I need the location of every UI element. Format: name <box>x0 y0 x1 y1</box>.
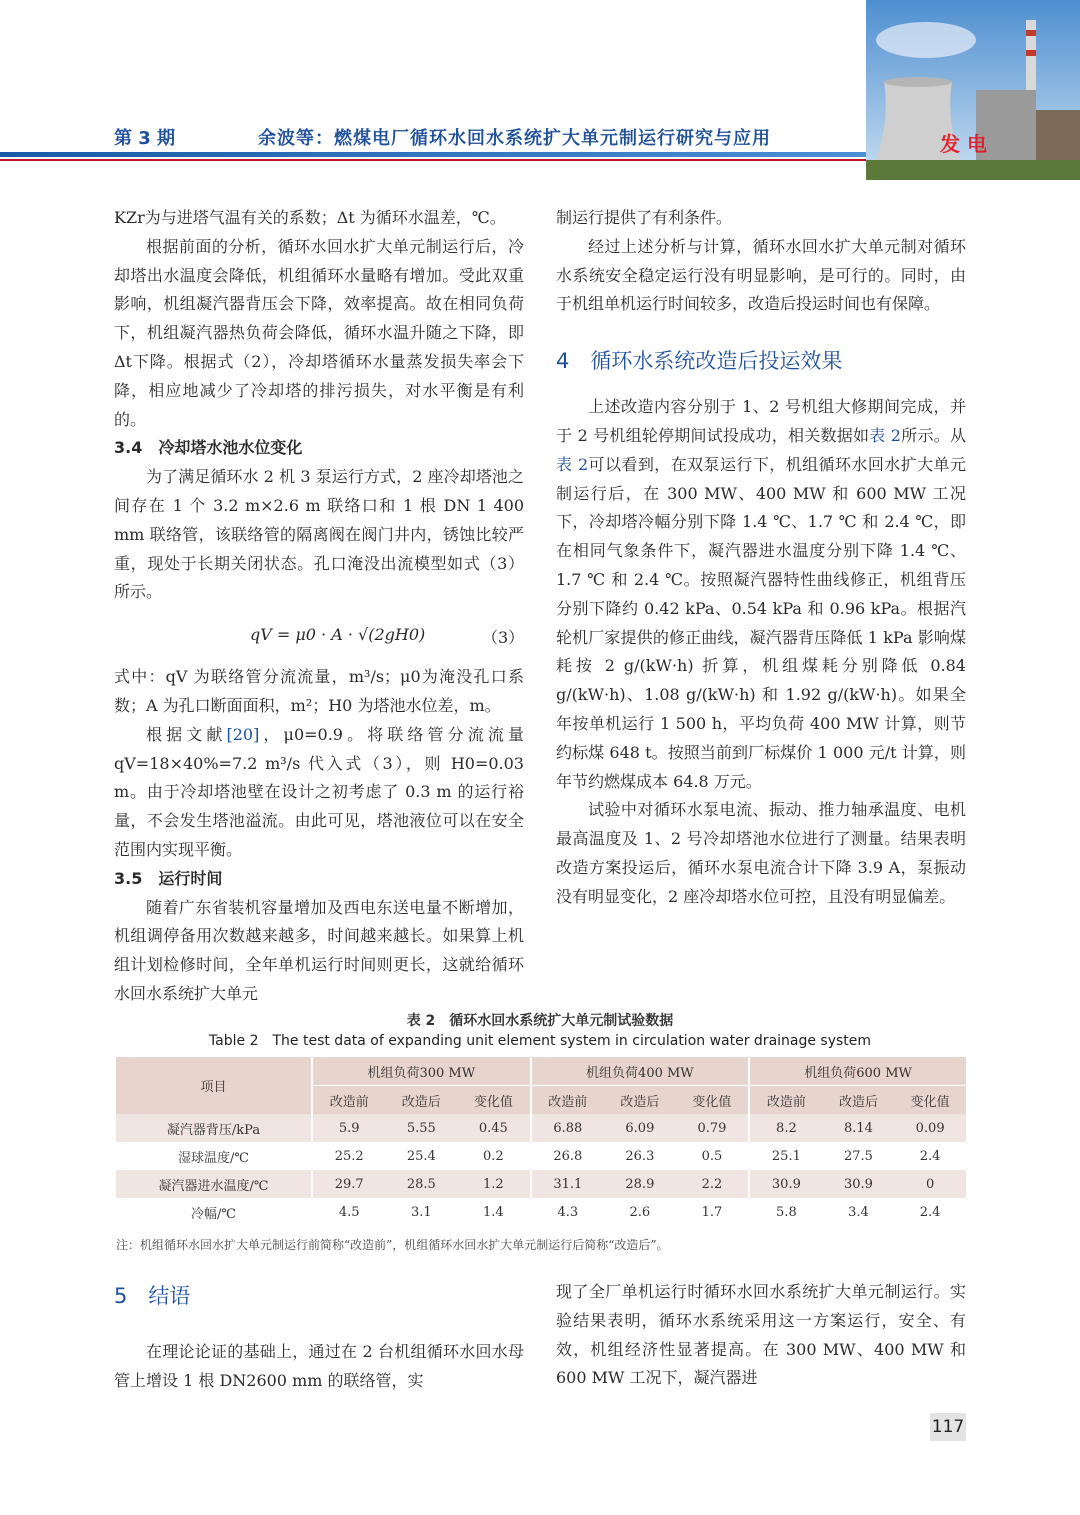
paragraph <box>114 721 524 865</box>
text-run: ，μ0=0.9。将联络管分流流量 qV=18×40%=7.2 m³/s 代入式（3），则 H0=0.03 m。由于冷却塔池壁在设计之初考虑了 0.3 m 的运行裕量，不会发生塔池溢流。由此可见，塔池液位可以在安全范围内实现平衡。 <box>114 724 524 859</box>
paragraph: 在理论论证的基础上，通过在 2 台机组循环水回水母管上增设 1 根 DN2600 mm 的联络管，实 <box>114 1342 524 1390</box>
row-label: 凝汽器进水温度/℃ <box>116 1170 312 1198</box>
table-cell: 5.8 <box>749 1198 822 1226</box>
table-caption-cn: 表 2 循环水回水系统扩大单元制试验数据 <box>406 1013 674 1029</box>
table-cell: 4.5 <box>312 1198 385 1226</box>
table-cell: 31.1 <box>531 1170 604 1198</box>
table-cell: 26.8 <box>531 1142 604 1170</box>
section-heading-3-5: 3.5 运行时间 <box>114 868 223 888</box>
paragraph <box>556 393 966 796</box>
section-heading-3-4: 3.4 冷却塔水池水位变化 <box>114 438 303 458</box>
section-heading-5: 5 结语 <box>114 1284 191 1308</box>
table-cell: 8.14 <box>823 1114 895 1142</box>
table-cell: 3.4 <box>823 1198 895 1226</box>
page-number: 117 <box>930 1413 966 1441</box>
table-cell: 5.9 <box>312 1114 385 1142</box>
table-cell: 2.4 <box>894 1198 966 1226</box>
table-subheader: 改造前 <box>531 1086 604 1115</box>
table-header-item: 项目 <box>116 1057 312 1114</box>
table-subheader: 改造前 <box>312 1086 385 1115</box>
table-cell: 6.09 <box>604 1114 676 1142</box>
text-run: 可以看到，在双泵运行下，机组循环水回水扩大单元制运行后，在 300 MW、400 MW 和 600 MW 工况下，冷却塔冷幅分别下降 1.4 ℃、1.7 ℃ 和 2.4 ℃，即在相同气象条件下，凝汽器进水温度分别下降 1.4 ℃、1.7 ℃ 和 2.4 ℃。按照凝汽器特性曲线修正，机组背压分别下降约 0.42 kPa、0.54 kPa 和 0.96 kPa。根据汽轮机厂家提供的修正曲线，凝汽器背压降低 1 kPa 影响煤耗按 2 g/(kW·h) 折算，机组煤耗分别降低 0.84 g/(kW·h)、1.08 g/(kW·h) 和 1.92 g/(kW·h)。如果全年按单机运行 1 500 h，平均负荷 400 MW 计算，则节约标煤 648 t。按照当前到厂标煤价 1 000 元/t 计算，则年节约燃煤成本 64.8 万元。 <box>556 454 966 791</box>
paragraph: KZr为与进塔气温有关的系数；Δt 为循环水温差，℃。 <box>114 208 506 227</box>
table-subheader: 改造后 <box>823 1086 895 1115</box>
table-cell: 1.7 <box>676 1198 749 1226</box>
table-cell: 29.7 <box>312 1170 385 1198</box>
table-subheader: 变化值 <box>676 1086 749 1115</box>
paragraph: 根据前面的分析，循环水回水扩大单元制运行后，冷却塔出水温度会降低，机组循环水量略有增加。受此双重影响，机组凝汽器背压会下降，效率提高。故在相同负荷下，机组凝汽器热负荷会降低，循环水温升随之下降，即Δt下降。根据式（2），冷却塔循环水量蒸发损失率会下降，相应地减少了冷却塔的排污损失，对水平衡是有利的。 <box>114 236 524 429</box>
table-subheader: 改造前 <box>749 1086 822 1115</box>
paragraph: 随着广东省装机容量增加及西电东送电量不断增加，机组调停备用次数越来越多，时间越来越长。如果算上机组计划检修时间，全年单机运行时间则更长，这就给循环水回水系统扩大单元 <box>114 897 524 1003</box>
table-subheader: 变化值 <box>457 1086 530 1115</box>
paragraph: 试验中对循环水泵电流、振动、推力轴承温度、电机最高温度及 1、2 号冷却塔池水位进行了测量。结果表明改造方案投运后，循环水泵电流合计下降 3.9 A，泵振动没有明显变化，2 座冷却塔水位可控，且没有明显偏差。 <box>556 800 966 906</box>
conclusion-right <box>556 1278 966 1393</box>
table-cell: 1.2 <box>457 1170 530 1198</box>
paragraph: 经过上述分析与计算，循环水回水扩大单元制对循环水系统安全稳定运行没有明显影响，是可行的。同时，由于机组单机运行时间较多，改造后投运时间也有保障。 <box>556 236 966 314</box>
citation-link[interactable]: [20] <box>226 724 260 744</box>
right-column <box>556 204 966 912</box>
table-cell: 30.9 <box>823 1170 895 1198</box>
table-caption-en: Table 2 The test data of expanding unit element system in circulation water drainage system <box>208 1033 872 1049</box>
table-cell: 3.1 <box>385 1198 457 1226</box>
equation-number: （3） <box>482 628 525 648</box>
table-ref-link[interactable]: 表 2 <box>869 425 901 445</box>
text-run: 上述改造内容分别于 1、2 号机组大修期间完成，并于 2 号机组轮停期间试投成功，相关数据如 <box>556 397 966 445</box>
paragraph: 为了满足循环水 2 机 3 泵运行方式，2 座冷却塔池之间存在 1 个 3.2 m×2.6 m 联络口和 1 根 DN 1 400 mm 联络管，该联络管的隔离阀在阀门井内，锈蚀比较严重，现处于长期关闭状态。孔口淹没出流模型如式（3）所示。 <box>114 467 524 602</box>
issue-label: 第 3 期 <box>114 128 176 149</box>
header-rule <box>0 152 866 157</box>
section-heading-4: 4 循环水系统改造后投运效果 <box>556 349 843 374</box>
conclusion-left <box>114 1276 524 1396</box>
table-group-header: 机组负荷300 MW <box>312 1057 531 1086</box>
row-label: 湿球温度/℃ <box>116 1142 312 1170</box>
table-cell: 25.2 <box>312 1142 385 1170</box>
section-tag: 发 电 <box>940 132 987 156</box>
table-row <box>116 1114 966 1142</box>
table-cell: 30.9 <box>749 1170 822 1198</box>
header-rule-red <box>0 159 866 161</box>
running-title: 余波等：燃煤电厂循环水回水系统扩大单元制运行研究与应用 <box>258 128 771 149</box>
table-subheader: 改造后 <box>604 1086 676 1115</box>
table-ref-link[interactable]: 表 2 <box>556 454 589 474</box>
equation-3 <box>114 607 524 663</box>
table-cell: 0.79 <box>676 1114 749 1142</box>
table-cell: 2.2 <box>676 1170 749 1198</box>
table-cell: 25.1 <box>749 1142 822 1170</box>
table-row <box>116 1170 966 1198</box>
table-group-header: 机组负荷400 MW <box>531 1057 750 1086</box>
table-cell: 4.3 <box>531 1198 604 1226</box>
table-cell: 25.4 <box>385 1142 457 1170</box>
paragraph: 制运行提供了有利条件。 <box>556 208 733 227</box>
table-cell: 2.4 <box>894 1142 966 1170</box>
data-table <box>116 1057 966 1226</box>
table-cell: 6.88 <box>531 1114 604 1142</box>
table-cell: 28.9 <box>604 1170 676 1198</box>
table-cell: 0.45 <box>457 1114 530 1142</box>
table-cell: 0 <box>894 1170 966 1198</box>
table-cell: 26.3 <box>604 1142 676 1170</box>
table-subheader: 改造后 <box>385 1086 457 1115</box>
table-subheader: 变化值 <box>894 1086 966 1115</box>
table-cell: 1.4 <box>457 1198 530 1226</box>
paragraph: 式中：qV 为联络管分流流量，m³/s；μ0为淹没孔口系数；A 为孔口断面面积，m²；H0 为塔池水位差，m。 <box>114 667 524 715</box>
table-cell: 5.55 <box>385 1114 457 1142</box>
text-run: 根据文献 <box>146 724 227 744</box>
table-cell: 0.2 <box>457 1142 530 1170</box>
row-label: 凝汽器背压/kPa <box>116 1114 312 1142</box>
table-group-header: 机组负荷600 MW <box>749 1057 966 1086</box>
text-run: 所示。从 <box>901 425 966 445</box>
table-row <box>116 1142 966 1170</box>
table-cell: 8.2 <box>749 1114 822 1142</box>
table-row <box>116 1198 966 1226</box>
row-label: 冷幅/℃ <box>116 1198 312 1226</box>
table-cell: 0.09 <box>894 1114 966 1142</box>
table-cell: 28.5 <box>385 1170 457 1198</box>
paragraph: 现了全厂单机运行时循环水回水系统扩大单元制运行。实验结果表明，循环水系统采用这一方案运行，安全、有效，机组经济性显著提高。在 300 MW、400 MW 和 600 MW 工况下，凝汽器进 <box>556 1282 966 1388</box>
table-cell: 2.6 <box>604 1198 676 1226</box>
table-cell: 27.5 <box>823 1142 895 1170</box>
table-cell: 0.5 <box>676 1142 749 1170</box>
table-note: 注：机组循环水回水扩大单元制运行前简称“改造前”，机组循环水回水扩大单元制运行后简称“改造后”。 <box>116 1238 669 1252</box>
left-column <box>114 204 524 1009</box>
equation-body: qV = μ0 · A · √(2gH0) <box>250 625 426 645</box>
